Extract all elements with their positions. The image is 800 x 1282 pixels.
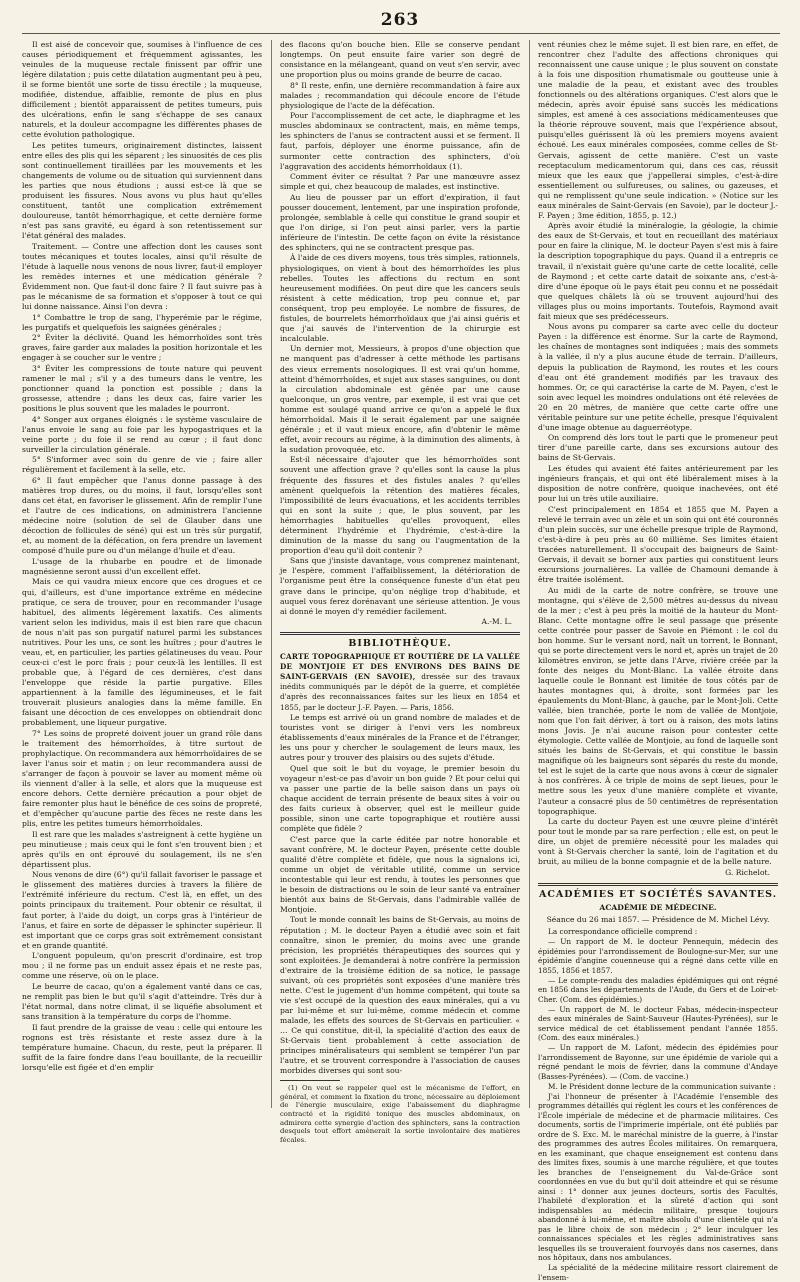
book-details: dressée sur des travaux inédits communiqués par le dépôt de la guerre, et complétée d'après des reconnaissances faites sur les lieux en 1854 et 1855, par le docteur J.-F. Payen. — Paris, 1856. [280, 672, 520, 712]
book-title: CARTE TOPOGRAPHIQUE ET ROUTIÈRE DE LA VALLÉE DE MONTJOIE ET DES ENVIRONS DES BAINS DE SAINT-GERVAIS (EN SAVOIE), [280, 652, 520, 682]
column-2 [280, 40, 521, 1144]
paragraph: M. le Président donne lecture de la communication suivante : [548, 1081, 776, 1091]
paragraph: Tout le monde connaît les bains de St-Gervais, au moins de réputation ; M. le docteur Payen a étudié avec soin et fait connaître, sinon le premier, du moins avec une grande précision, les propriétés thérapeutiques des sources qui y sont exploitées. Je demanderai à notre confrère la permission d'extraire de la troisième édition de sa notice, le passage suivant, où ces propriétés sont exposées d'une manière très nette. C'est le jugement d'un homme compétent, qui toute sa vie s'est occupé de la question des eaux minérales, qui a vu par lui-même et sur lui-même, comme médecin et comme malade, les effets des sources de St-Gervais en particulier. « … Ce qui constitue, dit-il, la spécialité d'action des eaux de St-Gervais tient probablement à cette association de principes minéralisateurs qui semblent se tempérer l'un par l'autre, et se trouvent correspondre à l'association de causes morbides diverses qui sont sou- [280, 915, 520, 1076]
paragraph: Sans que j'insiste davantage, vous comprenez maintenant, je l'espère, comment l'affaiblissement, la détérioration de l'organisme peut être la conséquence funeste d'un état peu grave dans le principe, qu'on néglige trop d'habitude, et auquel vous ferez dorénavant une sérieuse attention. Je vous ai donné le moyen d'y remédier facilement. [280, 556, 520, 616]
paragraph: À l'aide de ces divers moyens, tous très simples, rationnels, physiologiques, on vient à bout des hémorrhoïdes les plus rebelles. Toutes les affections du rectum en sont heureusement modifiées. On peut dire que les cancers seuls résistent à cette médication, trop peu connue et, par conséquent, trop peu employée. Le nombre de fissures, de fistules, de bourrelets hémorrhoïdaux que j'ai ainsi guéris et que j'ai sauvés de l'intervention de la chirurgie est incalculable. [280, 253, 520, 343]
session-header: Séance du 26 mai 1857. — Présidence de M. Michel Lévy. [546, 914, 770, 924]
paragraph: Au midi de la carte de notre confrère, se trouve une montagne, qui s'élève de 2,500 mètres au-dessus du niveau de la mer ; c'est à peu près la moitié de la hauteur du Mont-Blanc. Cette montagne offre le seul passage que présente cette contrée pour passer de Savoie en Piémont : le col du bon homme. Sur le versant nord, naît un torrent, le Bonnant, qui se porte directement vers le nord et, après un trajet de 20 kilomètres environ, se jette dans l'Arve, rivière créée par la fonte des neiges du Mont-Blanc. La vallée étroite dans laquelle coule le Bonnant est limitée de tous côtés par de hautes montagnes qui, à droite, sont formées par les épaulements du Mont-Blanc, à gauche, par le Mont-Joli. Cette vallée, bien tranchée, porte le nom de vallée de Montjoie, nom que l'on fait dériver, à tort ou à raison, des mots latins mons Jovis. Je n'ai aucune raison pour contester cette étymologie. Cette vallée de Montjoie, au fond de laquelle sont situés les bains de St-Gervais, et qui constitue le bassin magnifique où les baigneurs sont séparés du reste du monde, tel est le sujet de la carte que nous avons à cœur de signaler à nos confrères. À ce triple de moins de sept lieues, pour le mettre sous les yeux d'une manière complète et vivante, l'auteur a consacré plus de 50 centimètres de représentation topographique. [538, 585, 778, 816]
paragraph: 8° Il reste, enfin, une dernière recommandation à faire aux malades ; recommandation qui découle encore de l'étude physiologique de l'acte de la défécation. [280, 80, 520, 110]
paragraph: Les études qui avaient été faites antérieurement par les ingénieurs français, et qui ont été libéralement mises à la disposition de notre confrère, quoique inachevées, ont été pour lui un très utile auxiliaire. [538, 463, 778, 504]
paragraph: Il est rare que les malades s'astreignent à cette hygiène un peu minutieuse ; mais ceux qui le font s'en trouvent bien ; et après qu'ils en ont éprouvé du soulagement, ils ne s'en départissent plus. [22, 829, 262, 869]
header-rule [22, 33, 780, 34]
paragraph: C'est principalement en 1854 et 1855 que M. Payen a relevé le terrain avec un zèle et un soin qui ont été couronnés d'un plein succès, sur une échelle presque triple de Raymond, c'est-à-dire à peu près au 60 millième. Ses limites étaient tracées naturellement. Il s'occupait des baigneurs de Saint-Gervais, il devait se borner aux parties qui constituent leurs excursions journalières. La vallée de Chamouni demande à être traitée isolément. [538, 504, 778, 584]
paragraph: 5° S'informer avec soin du genre de vie ; faire aller régulièrement et facilement à la selle, etc. [22, 455, 262, 475]
paragraph: 7° Les soins de propreté doivent jouer un grand rôle dans le traitement des hémorrhoïdes, à titre surtout de prophylactique. On recommandera aux hémorrhoïdaires de se laver l'anus soir et matin ; on leur recommandera aussi de s'arranger de façon à pouvoir se laver au moment même où ils viennent d'aller à la selle, et alors que la muqueuse est encore dehors. Cette dernière précaution a pour objet de faire remonter plus haut le bénéfice de ces soins de propreté, et d'empêcher qu'aucune partie des fèces ne reste dans les plis, entre les petites tumeurs hémorrhoïdales. [22, 728, 262, 829]
section-title-bibliotheque: BIBLIOTHÈQUE. [280, 632, 520, 649]
paragraph: Un dernier mot, Messieurs, à propos d'une objection que ne manquent pas d'adresser à cette méthode les partisans des vieux errements nosologiques. Il est vrai qu'un homme, atteint d'hémorrhoïdes, et sujet aux stases sanguines, ou dont la circulation abdominale est gênée par une cause quelconque, un gros ventre, par exemple, il est vrai que cet homme est soulagé quand arrive ce qu'on a appelé le flux hémorrhoïdal. Mais il le serait également par une saignée générale ; et il vaut mieux encore, afin d'obtenir le même effet, avoir recours au régime, à la diminution des aliments, à la sudation provoquée, etc. [280, 344, 520, 454]
paragraph: Est-il nécessaire d'ajouter que les hémorrhoïdes sont souvent une affection grave ? qu'elles sont la cause la plus fréquente des fissures et des fistules anales ? qu'elles amènent quelquefois la rétention des matières fécales, l'impossibilité de leurs évacuations, et les accidents terribles qui en sont la suite ; que, le plus souvent, par les hémorrhagies habituelles qu'elles provoquent, elles déterminent l'hydrémie et l'hydrémie, c'est-à-dire la diminution de la masse du sang ou l'augmentation de la proportion d'eau qu'il doit contenir ? [280, 455, 520, 555]
paragraph: — Un rapport de M. le docteur Fabas, médecin-inspecteur des eaux minérales de Saint-Sauveur (Hautes-Pyrénées), sur le service médical de cet établissement pendant l'année 1855. (Com. des eaux minérales.) [538, 1004, 778, 1043]
paragraph: Mais ce qui vaudra mieux encore que ces drogues et ce qui, d'ailleurs, est d'une importance extrême en médecine pratique, ce sera de trouver, pour en recommander l'usage habituel, des aliments légèrement laxatifs. Ces aliments varient selon les individus, mais il est bien rare que chacun de nous n'ait pas son purgatif naturel parmi les substances nutritives. Pour les uns, ce sont les huîtres ; pour d'autres le veau, et, en particulier, les parties gélatineuses du veau. Pour ceux-ci c'est le porc frais ; pour ceux-là les lentilles. Il est probable que, à l'égard de ces dernières, c'est dans l'enveloppe que réside la partie purgative. Elles appartiennent à la famille des légumineuses, et le fait trouverait plusieurs analogies dans la même famille. En faisant une décoction de ces enveloppes on obtiendrait donc probablement, une liqueur purgative. [22, 577, 262, 728]
paragraph: Le beurre de cacao, qu'on a également vanté dans ce cas, ne remplit pas bien le but qu'il s'agit d'atteindre. Très dur à l'état normal, dans notre climat, il se liquéfie absolument et sans transition à la température du corps de l'homme. [22, 981, 262, 1021]
article-signature: A.-M. L. [481, 617, 512, 627]
subsection-title: ACADÉMIE DE MÉDECINE. [599, 902, 717, 912]
paragraph: Il faut prendre de la graisse de veau : celle qui entoure les rognons est très résistante et reste assez dure à la température humaine. Chacun, du reste, peut la préparer. Il suffit de la faire fondre dans l'eau bouillante, de la recueillir lorsqu'elle est figée et d'en emplir [22, 1022, 262, 1072]
paragraph: 3° Éviter les compressions de toute nature qui peuvent ramener le mal ; s'il y a des tumeurs dans le ventre, les ponctionner quand la ponction est possible ; dans la grossesse, attendre ; dans les deux cas, faire varier les positions le plus souvent que les malades le pourront. [22, 364, 262, 414]
paragraph: — Un rapport de M. le docteur Pennequin, médecin des épidémies pour l'arrondissement de Boulogne-sur-Mer, sur une épidémie d'angine couenneuse qui a régné dans cette ville en 1855, 1856 et 1857. [538, 937, 778, 975]
paragraph: La spécialité de la médecine militaire ressort clairement de l'ensem- [538, 1263, 778, 1282]
paragraph: Nous avons pu comparer sa carte avec celle du docteur Payen : la différence est énorme. Sur la carte de Raymond, les chaînes de montagnes sont indiquées ; mais des sommets à la vallée, il n'y a plus aucune étude de terrain. D'ailleurs, depuis la publication de Raymond, les routes et les cours d'eau ont été grandement modifiés par les travaux des hommes. Or, ce qui caractérise la carte de M. Payen, c'est le soin avec lequel les moindres ondulations ont été relevées de 20 en 20 mètres, de manière que cette carte offre une véritable peinture sur une petite échelle, presque l'équivalent d'une image obtenue au daguerréotype. [538, 322, 778, 432]
book-entry [280, 652, 520, 712]
paragraph: L'onguent populeum, qu'on prescrit d'ordinaire, est trop mou ; il ne forme pas un enduit assez épais et ne reste pas, comme une réserve, où on le place. [22, 951, 262, 981]
paragraph: L'usage de la rhubarbe en poudre et de limonade magnésienne seront aussi d'un excellent effet. [22, 556, 262, 576]
paragraph: — Le compte-rendu des maladies épidémiques qui ont régné en 1856 dans les départements de l'Aude, du Gers et de Loir-et-Cher. (Com. des épidémies.) [538, 975, 778, 1004]
paragraph: Il est aisé de concevoir que, soumises à l'influence de ces causes périodiquement et fréquemment agissantes, les veinules de la muqueuse rectale finissent par offrir une légère dilatation ; puis cette dilatation augmentant peu à peu, il se forme bientôt une sorte de tissu érectile ; la muqueuse, modifiée, distendue, affaiblie, remonte de plus en plus difficilement ; bientôt apparaissent de petites tumeurs, puis des ulcérations, enfin le sang s'échappe de ses canaux naturels, et la douleur accompagne les différentes phases de cette évolution pathologique. [22, 40, 262, 140]
column-3 [538, 40, 778, 1282]
paragraph: 2° Éviter la déclivité. Quand les hémorrhoïdes sont très graves, faire garder aux malades la position horizontale et les engager à se coucher sur le ventre ; [22, 333, 262, 363]
paragraph: vent réunies chez le même sujet. Il est bien rare, en effet, de rencontrer chez l'adulte des affections chroniques qui reconnaissent une cause unique ; le plus souvent on constate à la fois une disposition rhumatismale ou goutteuse unie à une maladie de la peau, et existant avec des troubles fonctionnels ou des altérations organiques. C'est alors que le médecin, après avoir épuisé sans succès les médications simples, est amené à ces associations médicamenteuses que la théorie réprouve souvent, mais que l'expérience absout, puisqu'elles guérissent là où les premiers moyens avaient échoué. Les eaux minérales composées, comme celles de St-Gervais, agissent de cette manière. C'est un vaste receptaculum medicamentorum qui, dans ces cas, réussit mieux que les eaux que j'appellerai simples, c'est-à-dire essentiellement ou sulfureuses, ou salines, ou gazeuses, et qui ne remplissent qu'une seule indication. » (Notice sur les eaux minérales de Saint-Gervais (en Savoie), par le docteur J.-F. Payen ; 3me édition, 1855, p. 12.) [538, 40, 778, 220]
paragraph: Quel que soit le but du voyage, le premier besoin du voyageur n'est-ce pas d'avoir un bon guide ? Et pour celui qui va passer une partie de la belle saison dans un pays où chaque accident de terrain présente de beaux sites à voir ou des faits curieux à observer, quel est le meilleur guide possible, sinon une carte topographique et routière aussi complète que fidèle ? [280, 763, 520, 834]
column-divider [271, 40, 272, 1108]
paragraph: Les petites tumeurs, originairement distinctes, laissent entre elles des plis qui les séparent ; les sinuosités de ces plis sont continuellement tiraillées par les mouvements et les changements de volume ou de situation qui surviennent dans les parties que nous étudions ; aussi est-ce là que se produisent les fissures. Nous avons vu plus haut qu'elles constituent, tantôt une complication extrêmement douloureuse, tantôt hémorrhagique, et cette dernière forme n'est pas sans gravité, eu égard à son retentissement sur l'état général des malades. [22, 140, 262, 241]
paragraph: Nous venons de dire (6°) qu'il fallait favoriser le passage et le glissement des matières durcies à travers la filière de l'extrémité inférieure du rectum. C'est là, en effet, un des points principaux du traitement. Pour obtenir ce résultat, il faut porter, à l'aide du doigt, un corps gras à l'intérieur de l'anus, et faire en sorte de dépasser le sphincter supérieur. Il est important que ce corps gras soit extrêmement consistant et en grande quantité. [22, 870, 262, 950]
footnote-rule [280, 1080, 340, 1081]
paragraph: Traitement. — Contre une affection dont les causes sont toutes mécaniques et toutes locales, ainsi qu'il résulte de l'étude à laquelle nous venons de nous livrer, faut-il employer les remèdes internes et une médication générale ? Évidemment non. Que faut-il donc faire ? Il faut suivre pas à pas le mécanisme de sa formation et s'opposer à tout ce qui lui donne naissance. Ainsi l'on devra : [22, 241, 262, 312]
paragraph: — Un rapport de M. Lafont, médecin des épidémies pour l'arrondissement de Bayonne, sur une épidémie de variole qui a régné pendant le mois de février, dans la commune d'Andaye (Basses-Pyrénées). — (Com. de vaccine.) [538, 1043, 778, 1081]
paragraph: 6° Il faut empêcher que l'anus donne passage à des matières trop dures, ou du moins, il faut, lorsqu'elles sont dans cet état, en favoriser le glissement. Afin de remplir l'une et l'autre de ces indications, on administrera l'ancienne médecine noire (solution de sel de Glauber dans une décoction de follicules de séné) qui est un très sûr purgatif, et, au moment de la défécation, on fera prendre un lavement composé d'huile pure ou d'un mélange d'huile et d'eau. [22, 476, 262, 556]
paragraph: Au lieu de pousser par un effort d'expiration, il faut pousser doucement, lentement, par une inspiration profonde, prolongée, semblable à celle qui constitue le grand soupir et que l'on dirige, si l'on peut ainsi parler, vers la partie inférieure de l'intestin. De cette façon on évite la résistance des sphincters, qui ne se contractent presque pas. [280, 192, 520, 252]
paragraph: On comprend dès lors tout le parti que le promeneur peut tirer d'une pareille carte, dans ses excursions autour des bains de St-Gervais. [538, 433, 778, 463]
paragraph: La carte du docteur Payen est une œuvre pleine d'intérêt pour tout le monde par sa rare perfection ; elle est, on peut le dire, un objet de première nécessité pour les malades qui vont à St-Gervais chercher la santé, loin de l'agitation et du bruit, au milieu de la bonne compagnie et de la belle nature. [538, 817, 778, 867]
footnote: (1) On veut se rappeler quel est le mécanisme de l'effort, en général, et comment la fixation du tronc, nécessaire au déploiement de l'énergie musculaire, exige l'abaissement du diaphragme contracté et la rigidité tonique des muscles abdominaux, on admirera cette synergie d'action des sphincters, sans la contraction desquels tout effort amènerait la sortie involontaire des matières fécales. [280, 1084, 520, 1144]
paragraph: Le temps est arrivé où un grand nombre de malades et de touristes vont se diriger à l'envi vers les nombreux établissements d'eaux minérales de la France et de l'étranger, les uns pour y chercher le soulagement de leurs maux, les autres pour y trouver des plaisirs ou des sujets d'étude. [280, 713, 521, 763]
paragraph: Comment éviter ce résultat ? Par une manœuvre assez simple et qui, chez beaucoup de malades, est instinctive. [280, 172, 520, 192]
paragraph: La correspondance officielle comprend : [548, 927, 698, 937]
paragraph: J'ai l'honneur de présenter à l'Académie l'ensemble des programmes détaillés qui règlent les cours et les conférences de l'École impériale de médecine et de pharmacie militaires. Ces documents, sortis de l'imprimerie impériale, ont été publiés par ordre de S. Exc. M. le maréchal ministre de la guerre, à l'instar des programmes des autres Écoles militaires. On remarquera, en les examinant, que chaque enseignement est contenu dans des limites fixes, soumis à une marche régulière, et que toutes les branches de l'enseignement du Val-de-Grâce sont coordonnées en vue du but qu'il doit atteindre et qui se résume ainsi : 1° donner aux jeunes docteurs, sortis des Facultés, l'habileté d'exploration et la sûreté d'action qui sont indispensables au médecin militaire, presque toujours abandonné à lui-même, et maître absolu d'une clientèle qui n'a pas le libre choix de son médecin ; 2° leur inculquer les connaissances spéciales et les règles administratives sans lesquelles ils se trouveraient fourvoyés dans nos casernes, dans nos hôpitaux, dans nos ambulances. [538, 1091, 778, 1263]
paragraph: 4° Songer aux organes éloignés : le système vasculaire de l'anus envoie le sang au foie par les hypogastriques et la veine porte ; du foie il se rend au cœur ; il faut donc surveiller la circulation générale. [22, 414, 262, 454]
column-1 [22, 40, 262, 1108]
paragraph: 1° Combattre le trop de sang, l'hyperémie par le régime, les purgatifs et quelquefois les saignées générales ; [22, 312, 262, 332]
paragraph: des flacons qu'on bouche bien. Elle se conserve pendant longtemps. On peut ensuite faire varier son degré de consistance en la mélangeant, quand on veut s'en servir, avec une proportion plus ou moins grande de beurre de cacao. [280, 40, 520, 80]
paragraph: Après avoir étudié la minéralogie, la géologie, la chimie des eaux de St-Gervais, et tout en recueillant des matériaux pour en faire la clinique, M. le docteur Payen s'est mis à faire la description topographique du pays. Quand il a entrepris ce travail, il n'existait guère qu'une carte de cette localité, celle de Raymond ; et cette carte datait de soixante ans, c'est-à-dire d'une époque où le pays était peu connu et ne possédait que quelques châlets là où se trouvent aujourd'hui des villages plus ou moins importants. Toutefois, Raymond avait fait mieux que ses prédécesseurs. [538, 221, 778, 321]
article-signature: G. Richelot. [725, 867, 770, 877]
paragraph: C'est parce que la carte éditée par notre honorable et savant confrère, M. le docteur Payen, présente cette double qualité d'être complète et fidèle, que nous la signalons ici, comme un objet de véritable utilité, comme un service incontestable qui leur est rendu, à toutes les personnes que le besoin de distractions ou le soin de leur santé va entraîner bientôt aux bains de St-Gervais, dans l'admirable vallée de Montjoie. [280, 834, 520, 914]
paragraph: Pour l'accomplissement de cet acte, le diaphragme et les muscles abdominaux se contractent, mais, en même temps, les sphincters de l'anus se contractent aussi et se ferment. Il faut, parfois, déployer une énorme puissance, afin de surmonter cette contraction des sphincters, d'où l'aggravation des accidents hémorrhoïdaux (1). [280, 111, 520, 171]
column-divider [529, 40, 530, 1108]
section-title-academies: ACADÉMIES ET SOCIÉTÉS SAVANTES. [538, 883, 778, 900]
page-number: 263 [380, 10, 420, 30]
